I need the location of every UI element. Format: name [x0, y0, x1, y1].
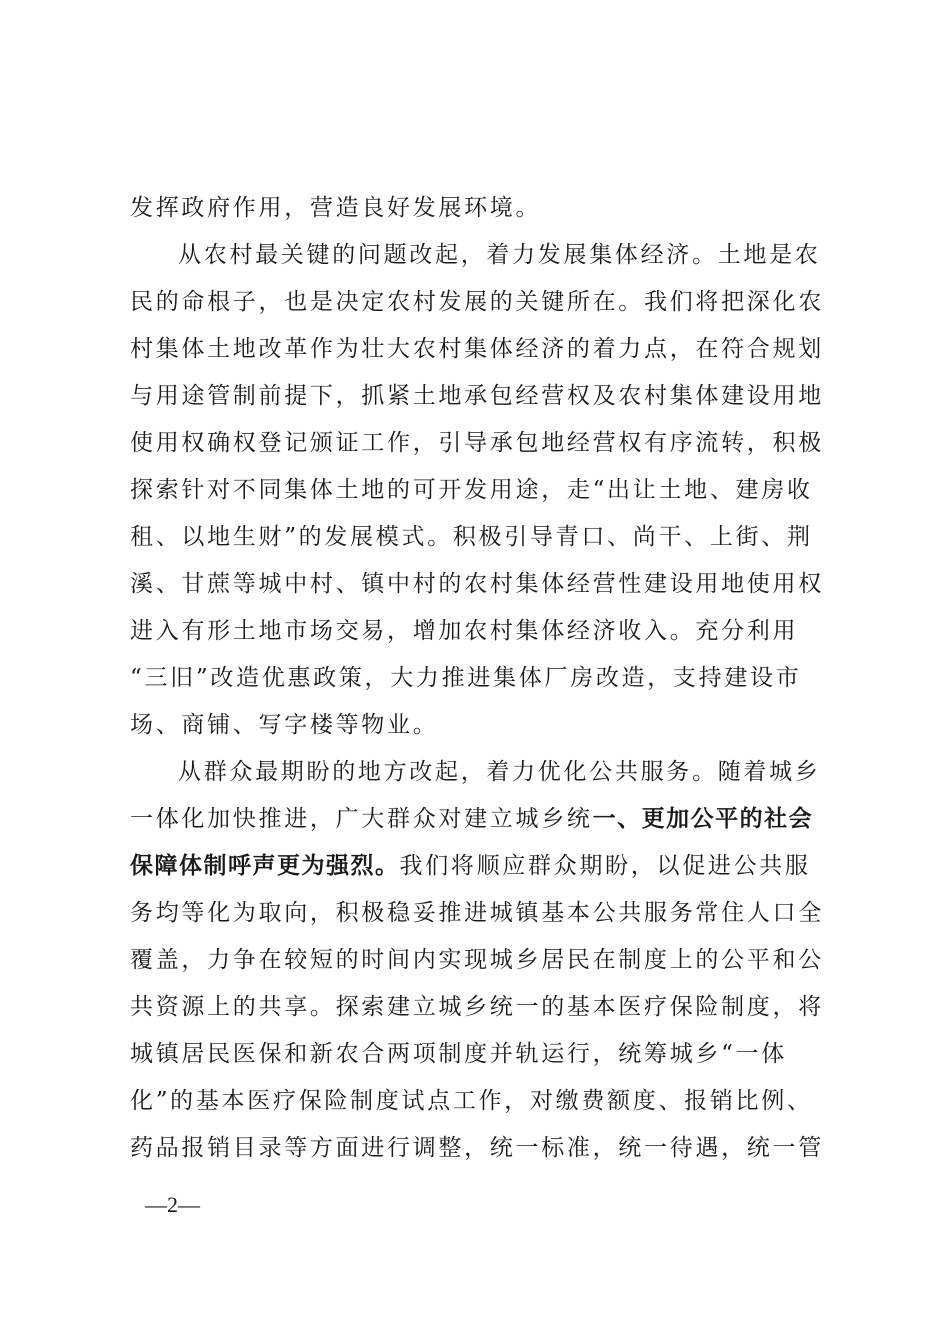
body-text-line: 探索针对不同集体土地的可开发用途，走“出让土地、建房收 [130, 477, 813, 503]
paragraph-first-line: 从农村最关键的问题改起，着力发展集体经济。土地是农 [178, 242, 821, 268]
body-text-line: 覆盖，力争在较短的时间内实现城乡居民在制度上的公平和公 [130, 947, 824, 973]
body-text-line: 务均等化为取向，积极稳妥推进城镇基本公共服务常住人口全 [130, 900, 824, 926]
body-text-line: 城镇居民医保和新农合两项制度并轨运行，统筹城乡“一体 [130, 1041, 787, 1067]
body-text-line: 发挥政府作用，营造良好发展环境。 [130, 195, 542, 221]
page-number: —2— [145, 1192, 200, 1217]
body-text-line: 与用途管制前提下，抓紧土地承包经营权及农村集体建设用地 [130, 383, 824, 409]
body-text-line [130, 799, 820, 839]
body-text-line: 药品报销目录等方面进行调整，统一标准，统一待遇，统一管 [130, 1135, 824, 1161]
body-text-line: 进入有形土地市场交易，增加农村集体经济收入。充分利用 [130, 618, 799, 644]
body-text-line [130, 846, 820, 886]
body-text-segment: 一体化加快推进，广大群众对建立城乡统 [130, 806, 593, 832]
body-text-line: 租、以地生财”的发展模式。积极引导青口、尚干、上街、荆 [130, 524, 813, 550]
body-text-line: 场、商铺、写字楼等物业。 [130, 712, 439, 738]
body-text-line: 民的命根子，也是决定农村发展的关键所在。我们将把深化农 [130, 289, 824, 315]
bold-text-segment: 保障体制呼声更为强烈。 [130, 853, 400, 879]
paragraph-first-line: 从群众最期盼的地方改起，着力优化公共服务。随着城乡 [178, 759, 821, 785]
bold-text-segment: 一、更加公平的社会 [592, 806, 814, 832]
body-text-line: 溪、甘蔗等城中村、镇中村的农村集体经营性建设用地使用权 [130, 571, 824, 597]
body-text-line: 化”的基本医疗保险制度试点工作，对缴费额度、报销比例、 [130, 1088, 813, 1114]
body-text-line: “三旧”改造优惠政策，大力推进集体厂房改造，支持建设市 [130, 665, 802, 691]
body-text-line: 共资源上的共享。探索建立城乡统一的基本医疗保险制度，将 [130, 994, 824, 1020]
body-text-line: 使用权确权登记颁证工作，引导承包地经营权有序流转，积极 [130, 430, 824, 456]
body-text-line: 村集体土地改革作为壮大农村集体经济的着力点，在符合规划 [130, 336, 824, 362]
body-text-segment: 我们将顺应群众期盼，以促进公共服 [399, 853, 811, 879]
